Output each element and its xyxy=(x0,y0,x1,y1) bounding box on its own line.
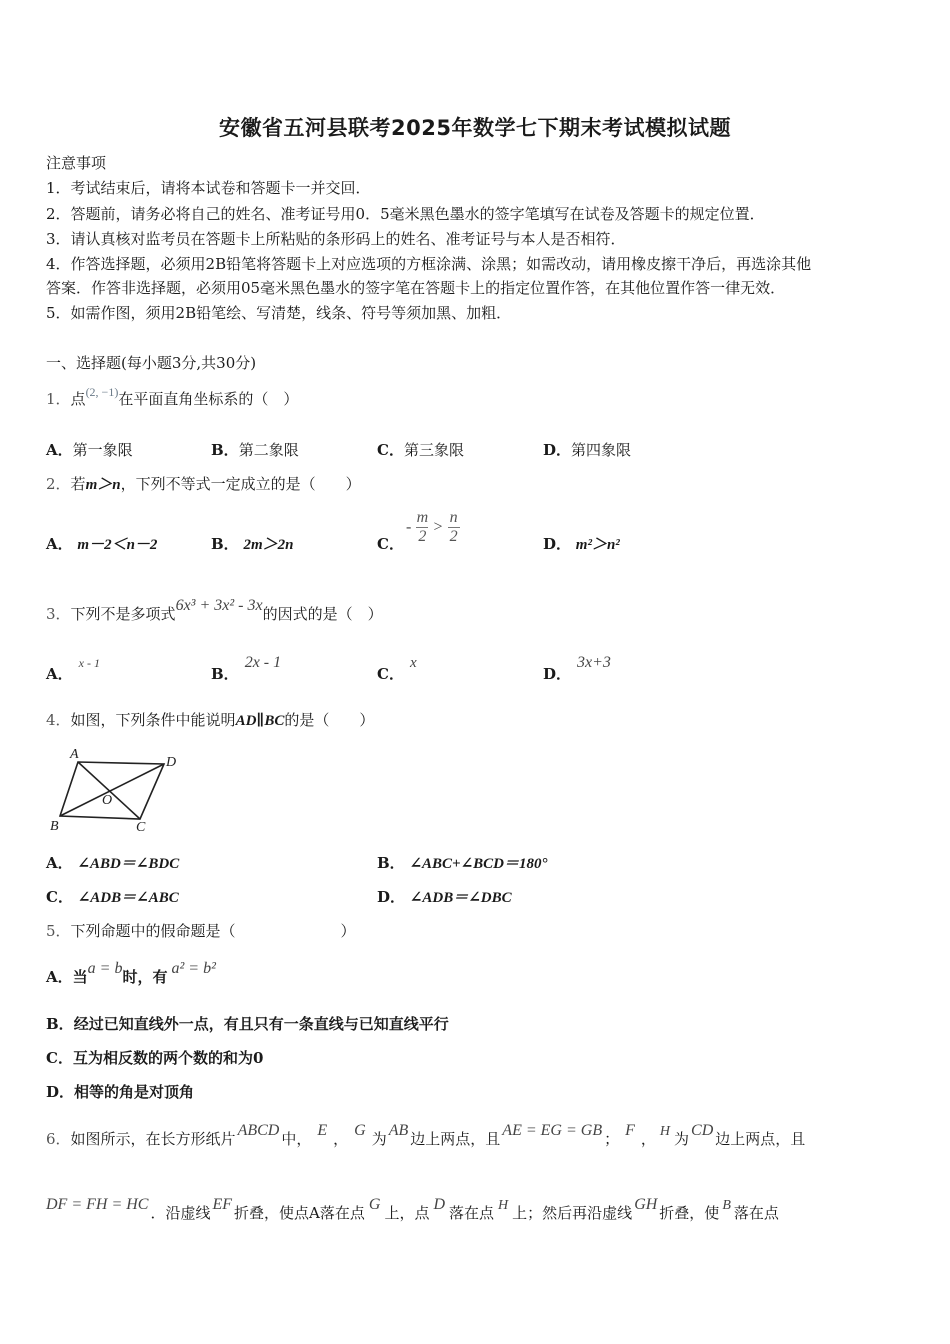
question-3 xyxy=(46,597,383,624)
question-number: 2． xyxy=(46,475,71,493)
question-6-line1: 6．如图所示，在长方形纸片 ABCD 中， E ， G 为 AB 边上两点，且 AE = EG = GB ； F ， H 为 CD 边上两点，且 xyxy=(46,1122,806,1148)
math-expression: 6x³ + 3x² - 3x xyxy=(175,597,263,614)
option-d[interactable]: D． m²＞n² xyxy=(543,535,620,553)
question-text: ，下列不等式一定成立的是（ ） xyxy=(120,475,361,493)
option-b[interactable]: B．2x - 1 xyxy=(211,654,282,683)
question-text: 在平面直角坐标系的（ ） xyxy=(118,390,299,408)
section-heading: 一、选择题(每小题3分,共30分) xyxy=(46,354,257,372)
question-text: 如图，下列条件中能说明 xyxy=(70,711,236,729)
option-b[interactable]: B．经过已知直线外一点，有且只有一条直线与已知直线平行 xyxy=(46,1015,449,1033)
option-a[interactable]: A． m－2＜n－2 xyxy=(46,535,158,553)
question-text: 的是（ ） xyxy=(284,711,375,729)
question-text: 下列命题中的假命题是（ ） xyxy=(70,922,356,940)
notice-item: 1．考试结束后，请将本试卷和答题卡一并交回． xyxy=(46,179,371,197)
notice-item: 答案．作答非选择题，必须用05毫米黑色墨水的签字笔在答题卡上的指定位置作答，在其他位置作答一律无效． xyxy=(46,279,786,297)
page-title: 安徽省五河县联考2025年数学七下期末考试模拟试题 xyxy=(219,116,731,140)
option-b[interactable]: B． ∠ABC+∠BCD＝180° xyxy=(377,854,548,872)
notice-item: 5．如需作图，须用2B铅笔绘、写清楚，线条、符号等须加黑、加粗． xyxy=(46,304,512,322)
notice-heading: 注意事项 xyxy=(46,154,107,172)
question-6-line2: DF = FH = HC ．沿虚线 EF 折叠，使点A落在点 G 上，点 D 落在点 H 上；然后再沿虚线 GH 折叠，使 B 落在点 xyxy=(46,1196,779,1222)
math-expression: AD∥BC xyxy=(235,713,285,729)
option-d[interactable]: D．第四象限 xyxy=(543,441,632,459)
question-5 xyxy=(46,920,356,941)
label-c: C xyxy=(136,820,146,835)
question-number: 4． xyxy=(46,711,71,729)
option-c[interactable]: C． xyxy=(377,535,404,553)
option-a[interactable]: A．第一象限 xyxy=(46,441,133,459)
math-expression: m＞n xyxy=(85,477,121,493)
label-a: A xyxy=(70,747,79,762)
question-1 xyxy=(46,385,299,409)
option-d[interactable]: D． ∠ADB＝∠DBC xyxy=(377,888,512,906)
diagonal-ac xyxy=(78,762,140,819)
option-d[interactable]: D．相等的角是对顶角 xyxy=(46,1083,195,1101)
math-expression: (2, −1) xyxy=(85,385,119,399)
question-number: 6． xyxy=(46,1130,71,1148)
question-text: 的因式的是（ ） xyxy=(262,605,383,623)
option-a[interactable]: A．当a = b时，有 a² = b² xyxy=(46,960,216,986)
question-number: 5． xyxy=(46,922,71,940)
option-c[interactable]: C．互为相反数的两个数的和为0 xyxy=(46,1049,264,1067)
question-2 xyxy=(46,473,361,494)
label-o: O xyxy=(102,793,113,808)
question-text: 点 xyxy=(70,390,86,408)
option-d[interactable]: D．3x+3 xyxy=(543,654,611,683)
option-c[interactable]: C．第三象限 xyxy=(377,441,464,459)
label-d: D xyxy=(166,755,177,770)
option-b[interactable]: B． 2m＞2n xyxy=(211,535,294,553)
question-text: 下列不是多项式 xyxy=(70,605,176,623)
question-4 xyxy=(46,709,374,730)
question-number: 3． xyxy=(46,605,71,623)
parallelogram-figure xyxy=(44,744,189,839)
option-b[interactable]: B．第二象限 xyxy=(211,441,299,459)
option-a[interactable]: A． ∠ABD＝∠BDC xyxy=(46,854,180,872)
question-number: 1． xyxy=(46,390,71,408)
option-a[interactable]: A．$^{x - 1}$ xyxy=(46,656,100,683)
question-text: 若 xyxy=(70,475,86,493)
notice-item: 4．作答选择题，必须用2B铅笔将答题卡上对应选项的方框涂满、涂黑；如需改动，请用橡皮擦干净后，再选涂其他 xyxy=(46,255,812,273)
notice-item: 3．请认真核对监考员在答题卡上所粘贴的条形码上的姓名、准考证号与本人是否相符． xyxy=(46,230,626,248)
fraction-inequality: - $\frac{m}{2}$ > $\frac{n}{2}$ xyxy=(406,509,458,545)
notice-item: 2．答题前，请务必将自己的姓名、准考证号用0．5毫米黑色墨水的签字笔填写在试卷及答题卡的规定位置． xyxy=(46,205,765,223)
diagonal-bd xyxy=(60,764,164,816)
option-c[interactable]: C．x xyxy=(377,655,417,683)
option-c[interactable]: C． ∠ADB＝∠ABC xyxy=(46,888,179,906)
label-b: B xyxy=(50,819,59,834)
